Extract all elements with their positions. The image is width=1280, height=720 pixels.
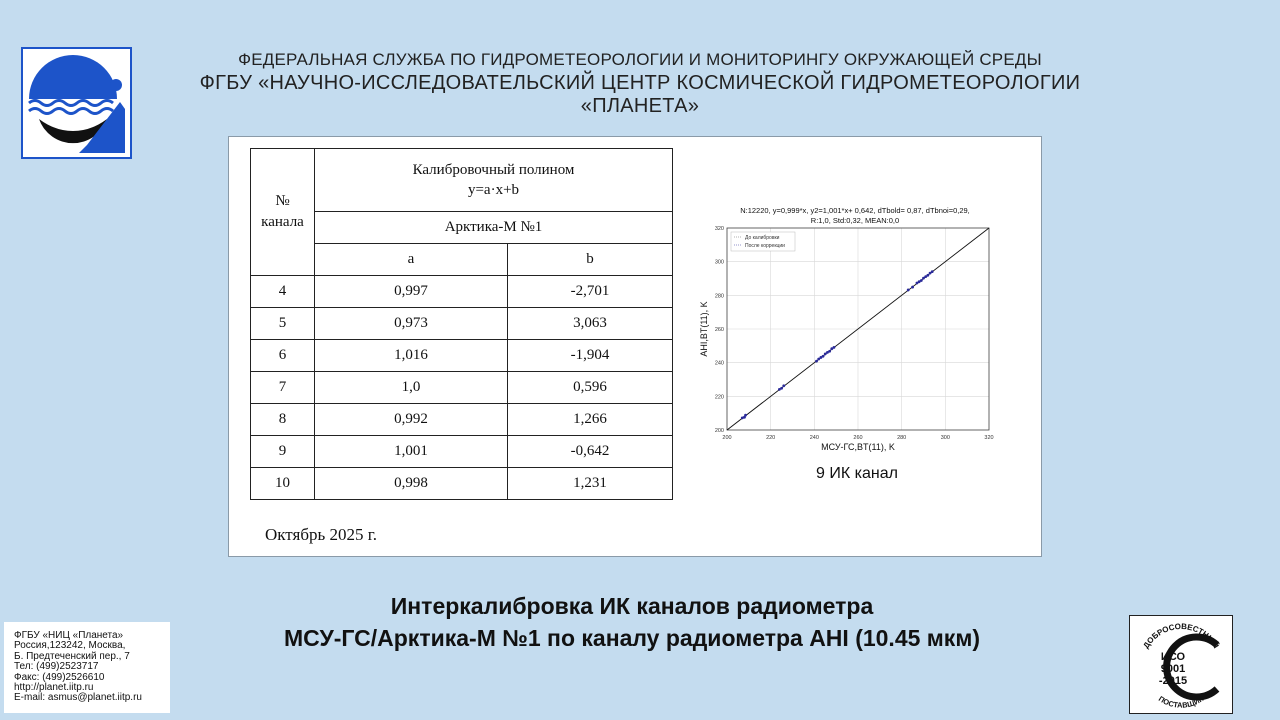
coef-b-cell: 3,063 [508, 308, 673, 340]
col-b-header: b [508, 244, 673, 276]
coef-a-cell: 0,998 [315, 468, 508, 500]
data-point [815, 360, 818, 363]
legend-item-after: После коррекции [745, 243, 785, 249]
y-tick-label: 280 [714, 293, 724, 300]
contact-card [4, 622, 170, 713]
content-panel [228, 136, 1042, 557]
table-row [251, 436, 673, 468]
y-tick-label: 300 [714, 259, 724, 266]
channel-header-cell [251, 149, 315, 276]
chart-title: N:12220, y=0,999*x, y2=1,001*x+ 0,642, dTbold= 0,87, dTbnoi=0,29, [740, 206, 970, 215]
iso-badge-bottom-text: ПОСТАВЩИК [1156, 694, 1206, 710]
table-row [251, 468, 673, 500]
polynomial-formula: y=a·x+b [467, 181, 520, 198]
y-tick-label: 220 [714, 394, 724, 401]
coef-b-cell: -0,642 [508, 436, 673, 468]
channel-cell: 6 [251, 340, 315, 372]
calibration-table [250, 148, 673, 500]
coef-a-cell: 0,973 [315, 308, 508, 340]
channel-cell: 8 [251, 404, 315, 436]
channel-cell: 5 [251, 308, 315, 340]
y-axis-label: AHI,BT(11), K [699, 301, 709, 357]
data-point [833, 346, 836, 349]
table-row [251, 276, 673, 308]
data-point [931, 270, 934, 273]
channel-header-symbol: № [275, 193, 290, 209]
data-point [744, 414, 747, 417]
planeta-logo [21, 47, 132, 159]
channel-cell: 9 [251, 436, 315, 468]
y-tick-label: 240 [714, 360, 724, 367]
polynomial-header-title: Калибровочный полином [412, 161, 575, 178]
contact-address-line1: Россия,123242, Москва, [14, 640, 126, 652]
data-point [822, 355, 825, 358]
coef-a-cell: 1,001 [315, 436, 508, 468]
iso-badge-top-text: ДОБРОСОВЕСТНЫЙ [1141, 621, 1221, 651]
data-point [920, 279, 923, 282]
contact-website[interactable]: http://planet.iitp.ru [14, 682, 94, 694]
channel-cell: 10 [251, 468, 315, 500]
x-tick-label: 300 [940, 435, 950, 441]
polynomial-header-cell [315, 149, 673, 212]
legend-item-before: До калибровки [745, 235, 780, 241]
slide-title-line1: Интеркалибровка ИК каналов радиометра [390, 593, 874, 619]
data-point [782, 384, 785, 387]
contact-address-line2: Б. Предтеченский пер., 7 [14, 650, 130, 662]
table-row [251, 308, 673, 340]
coef-b-cell: -1,904 [508, 340, 673, 372]
contact-fax: Факс: (499)2526610 [14, 671, 105, 683]
iso-badge-iso: ИСО [1160, 651, 1186, 663]
satellite-name-cell: Арктика-М №1 [315, 212, 673, 244]
coef-a-cell: 0,992 [315, 404, 508, 436]
chart-caption: 9 ИК канал [816, 465, 898, 482]
table-row [251, 340, 673, 372]
data-point [780, 387, 783, 390]
report-date: Октябрь 2025 г. [265, 525, 378, 544]
x-axis-label: МСУ-ГС,BT(11), K [821, 442, 895, 452]
coef-a-cell: 0,997 [315, 276, 508, 308]
y-tick-label: 320 [714, 226, 724, 232]
iso-badge-year: -2015 [1158, 675, 1188, 687]
contact-org: ФГБУ «НИЦ «Планета» [14, 630, 124, 641]
data-point [911, 286, 914, 289]
x-tick-label: 320 [984, 435, 994, 441]
col-a-header: a [315, 244, 508, 276]
slide-title-line2: МСУ-ГС/Арктика-М №1 по каналу радиометра AHI (10.45 мкм) [283, 625, 980, 651]
coef-a-cell: 1,016 [315, 340, 508, 372]
coef-b-cell: 1,231 [508, 468, 673, 500]
data-point [907, 289, 910, 292]
channel-cell: 4 [251, 276, 315, 308]
y-tick-label: 200 [714, 428, 724, 434]
contact-email[interactable]: E-mail: asmus@planet.iitp.ru [14, 692, 142, 704]
x-tick-label: 260 [853, 435, 863, 441]
data-point [926, 274, 929, 277]
table-row [251, 404, 673, 436]
x-tick-label: 240 [809, 435, 819, 441]
data-point [828, 350, 831, 353]
iso-certification-badge [1129, 615, 1233, 714]
x-tick-label: 280 [897, 435, 907, 441]
coef-a-cell: 1,0 [315, 372, 508, 404]
channel-header-label: канала [261, 214, 304, 230]
scatter-chart [695, 203, 1005, 453]
coef-b-cell: 1,266 [508, 404, 673, 436]
x-tick-label: 200 [722, 435, 732, 441]
agency-header: ФЕДЕРАЛЬНАЯ СЛУЖБА ПО ГИДРОМЕТЕОРОЛОГИИ И МОНИТОРИНГУ ОКРУЖАЮЩЕЙ СРЕДЫ [238, 50, 1042, 69]
table-row [251, 372, 673, 404]
iso-badge-number: 9001 [1160, 663, 1186, 675]
organization-header: ФГБУ «НАУЧНО-ИССЛЕДОВАТЕЛЬСКИЙ ЦЕНТР КОСМИЧЕСКОЙ ГИДРОМЕТЕОРОЛОГИИ «ПЛАНЕТА» [199, 72, 1081, 117]
y-tick-label: 260 [714, 327, 724, 333]
chart-legend [731, 232, 795, 251]
x-tick-label: 220 [766, 435, 776, 441]
coef-b-cell: 0,596 [508, 372, 673, 404]
coef-b-cell: -2,701 [508, 276, 673, 308]
channel-cell: 7 [251, 372, 315, 404]
chart-subtitle: R:1,0, Std:0,32, MEAN:0,0 [810, 216, 900, 225]
contact-phone: Тел: (499)2523717 [14, 661, 99, 673]
